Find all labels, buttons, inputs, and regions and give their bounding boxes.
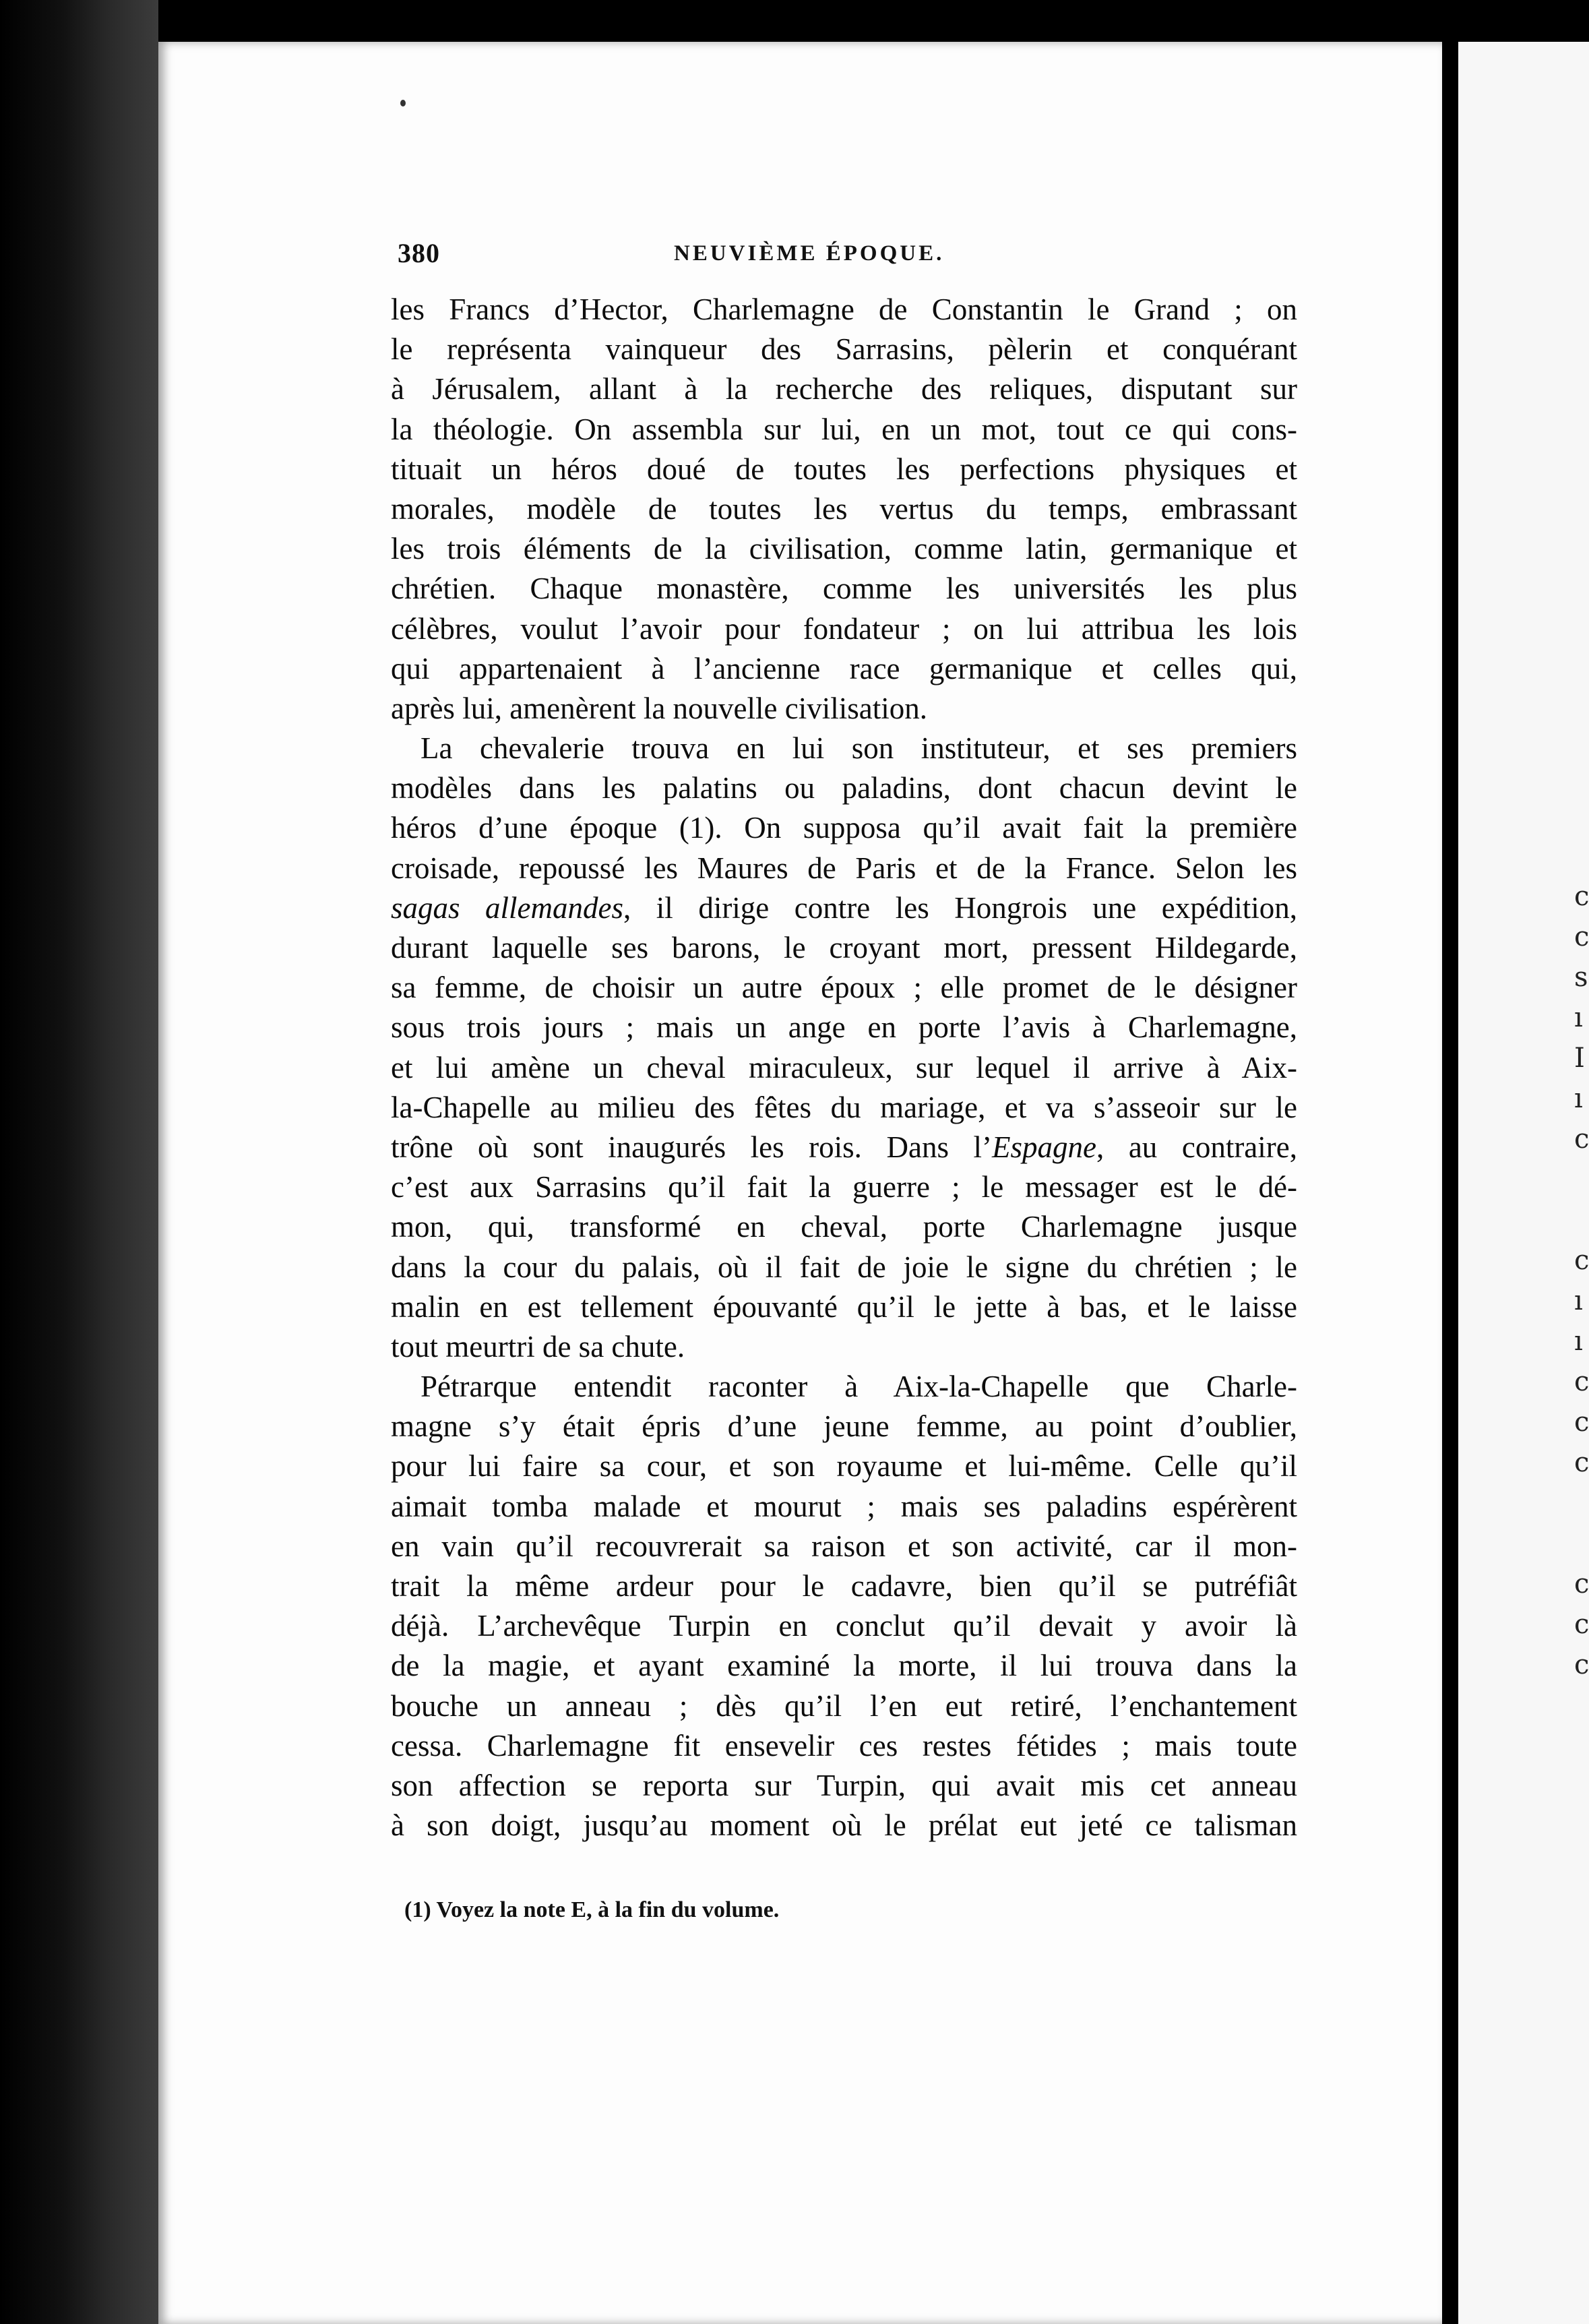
text-line: dans la cour du palais, où il fait de joie le signe du chrétien ; le — [391, 1250, 1297, 1284]
page-number: 380 — [398, 238, 440, 268]
text-line: en vain qu’il recouvrerait sa raison et son activité, car il mon- — [391, 1529, 1297, 1563]
text-line: aimait tomba malade et mourut ; mais ses paladins espérèrent — [391, 1489, 1297, 1523]
text-line: morales, modèle de toutes les vertus du temps, embrassant — [391, 491, 1297, 526]
facing-page-edge — [1458, 42, 1589, 2324]
text-line: et lui amène un cheval miraculeux, sur lequel il arrive à Aix- — [391, 1050, 1297, 1084]
text-line: chrétien. Chaque monastère, comme les universités les plus — [391, 572, 1297, 606]
text-line: durant laquelle ses barons, le croyant mort, pressent Hildegarde, — [391, 931, 1297, 965]
text-line: le représenta vainqueur des Sarrasins, pèlerin et conquérant — [391, 332, 1297, 367]
running-head — [398, 237, 1301, 278]
text-line: héros d’une époque (1). On supposa qu’il avait fait la première — [391, 811, 1297, 845]
text-line: la théologie. On assembla sur lui, en un mot, tout ce qui cons- — [391, 412, 1297, 446]
text-line: modèles dans les palatins ou paladins, dont chacun devint le — [391, 771, 1297, 805]
text-line: cessa. Charlemagne fit ensevelir ces restes fétides ; mais toute — [391, 1728, 1297, 1763]
footnote: (1) Voyez la note E, à la fin du volume. — [404, 1897, 780, 1922]
text-line: trait la même ardeur pour le cadavre, bien qu’il se putréfiât — [391, 1569, 1297, 1603]
text-line: déjà. L’archevêque Turpin en conclut qu’il devait y avoir là — [391, 1609, 1297, 1643]
italic-title: Espagne — [992, 1130, 1097, 1164]
text-line: magne s’y était épris d’une jeune femme, au point d’oublier, — [391, 1409, 1297, 1444]
text-line: après lui, amenèrent la nouvelle civilisation. — [391, 691, 927, 725]
italic-title: sagas allemandes — [391, 890, 624, 925]
text-line: qui appartenaient à l’ancienne race germanique et celles qui, — [391, 651, 1297, 685]
text-line: les Francs d’Hector, Charlemagne de Constantin le Grand ; on — [391, 293, 1297, 326]
text-line: bouche un anneau ; dès qu’il l’en eut retiré, l’enchantement — [391, 1688, 1297, 1723]
text-line: pour lui faire sa cour, et son royaume et lui-même. Celle qu’il — [391, 1449, 1297, 1484]
text-line: de la magie, et ayant examiné la morte, il lui trouva dans la — [391, 1649, 1297, 1683]
book-binding — [0, 0, 158, 2324]
text-line: mon, qui, transformé en cheval, porte Charlemagne jusque — [391, 1210, 1297, 1244]
text-line: tituait un héros doué de toutes les perfections physiques et — [391, 452, 1297, 486]
facing-page-letters: c c s ı I ı c c ı ı c c c c c c — [1574, 881, 1589, 1680]
text-line: à son doigt, jusqu’au moment où le prélat eut jeté ce talisman — [391, 1808, 1297, 1843]
text-line: sagas allemandes, il dirige contre les Hongrois une expédition, — [391, 890, 1297, 925]
ink-speck — [400, 100, 406, 106]
text-line: croisade, repoussé les Maures de Paris et de la France. Selon les — [391, 851, 1297, 885]
section-title: NEUVIÈME ÉPOQUE. — [674, 241, 945, 266]
text-line: sa femme, de choisir un autre époux ; elle promet de le désigner — [391, 971, 1297, 1005]
text-line: La chevalerie trouva en lui son instituteur, et ses premiers — [420, 731, 1297, 766]
text-line: malin en est tellement épouvanté qu’il le jette à bas, et le laisse — [391, 1289, 1297, 1324]
text-line: c’est aux Sarrasins qu’il fait la guerre ; le messager est le dé- — [391, 1170, 1297, 1204]
text-line: à Jérusalem, allant à la recherche des reliques, disputant sur — [391, 372, 1297, 406]
text-line: trône où sont inaugurés les rois. Dans l’Espagne, au contraire, — [391, 1130, 1297, 1164]
page-gutter — [1442, 0, 1458, 2324]
text-line: la-Chapelle au milieu des fêtes du mariage, et va s’asseoir sur le — [391, 1090, 1297, 1124]
text-line: tout meurtri de sa chute. — [391, 1329, 685, 1364]
text-line: son affection se reporta sur Turpin, qui avait mis cet anneau — [391, 1768, 1297, 1802]
text-line: célèbres, voulut l’avoir pour fondateur ; on lui attribua les lois — [391, 611, 1297, 646]
text-line: Pétrarque entendit raconter à Aix-la-Chapelle que Charle- — [420, 1370, 1297, 1404]
body-text — [391, 290, 1297, 1845]
text-line: sous trois jours ; mais un ange en porte l’avis à Charlemagne, — [391, 1010, 1297, 1045]
text-line: les trois éléments de la civilisation, comme latin, germanique et — [391, 532, 1297, 566]
